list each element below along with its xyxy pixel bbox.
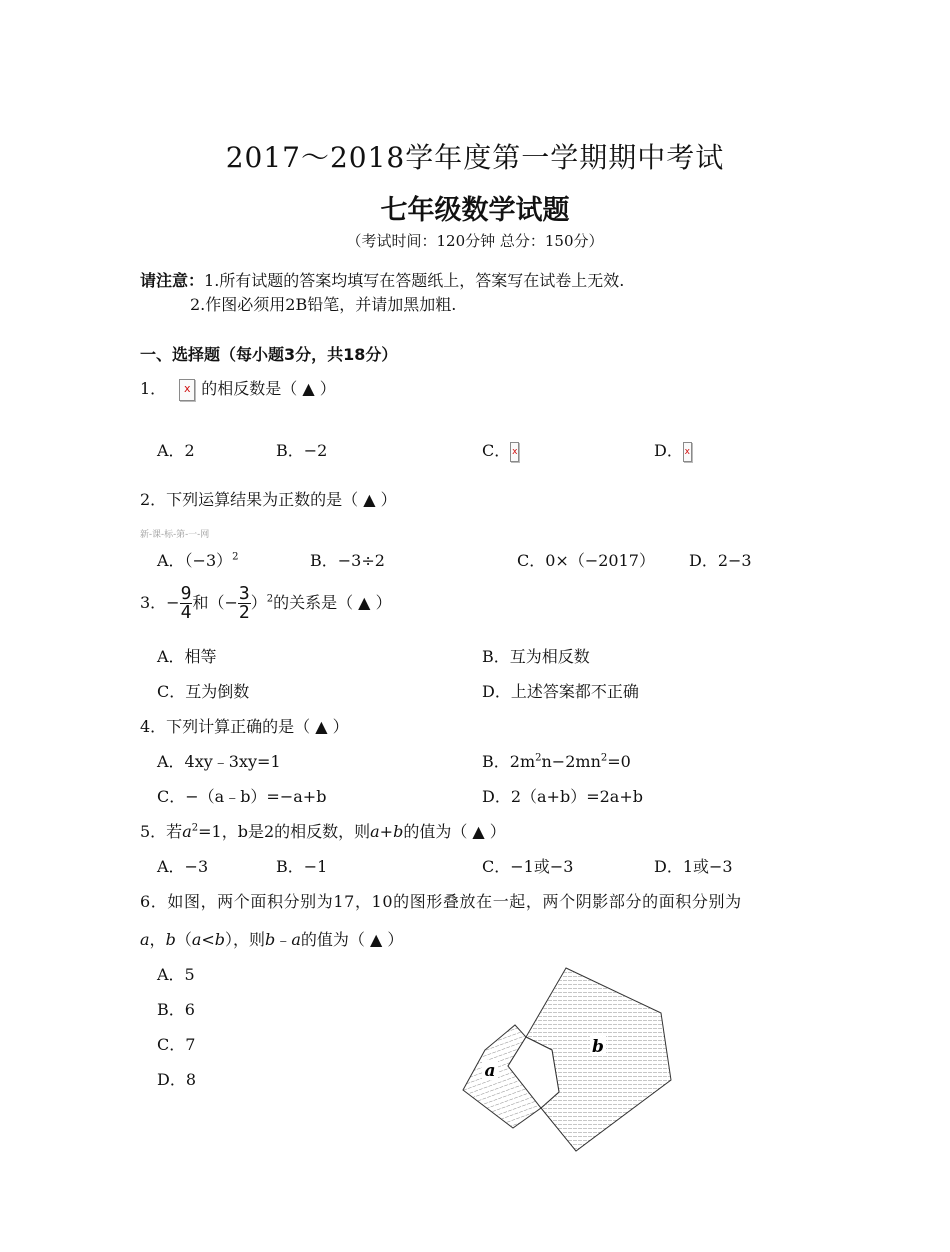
q6-option-b: B．6 [157,1000,195,1019]
q2-option-a-exponent: 2 [232,551,239,563]
q4-option-c: C．−（a﹣b）=−a+b [157,787,327,806]
q2-option-c: C．0×（−2017） [517,551,655,570]
q5-option-c: C．−1或−3 [482,857,574,876]
q6-var-b: b [165,930,176,949]
q1-option-d [654,438,692,462]
question-4-stem: 4．下列计算正确的是（ ▲ ） [140,717,349,736]
q3-option-c: C．互为倒数 [157,682,250,701]
q3-exponent: 2 [266,593,274,605]
q6-var-b: b [265,930,276,949]
q5-var-a: a [182,822,192,841]
fraction-numerator: 3 [238,583,250,604]
notice-item-2: 2.作图必须用2B铅笔，并请加黑加粗. [190,295,457,314]
notice-line-1 [140,268,624,291]
figure-label-b: b [592,1037,604,1057]
q3-mid: 和（− [192,593,238,612]
fraction-denominator: 2 [238,602,250,623]
q1-option-a: A．2 [157,441,195,460]
exam-title: 2017～2018学年度第一学期期中考试 [225,141,725,174]
fraction-numerator: 9 [180,583,192,604]
section-heading: 一、选择题（每小题3分，共18分） [140,345,398,364]
q2-option-b: B．−3÷2 [310,551,385,570]
q6-var-a: a [191,930,202,949]
q6-minus: ﹣ [275,930,292,949]
question-3-stem [140,585,392,622]
notice-label: 请注意： [140,271,205,290]
question-5-stem [140,819,506,842]
q1-option-b: B．−2 [276,441,328,460]
q6-var-b: b [214,930,226,949]
question-2-stem: 2．下列运算结果为正数的是（ ▲ ） [140,490,397,509]
broken-image-icon: x [179,379,195,401]
q6-less-than: < [201,930,215,949]
q6-paren-open: （ [175,930,192,949]
q1-option-c-label: C． [482,441,511,460]
q1-stem: 的相反数是（ ▲ ） [201,379,336,398]
q5-option-a: A．−3 [157,857,209,876]
fraction-3-2 [238,585,251,622]
figure-label-a: a [484,1061,496,1081]
question-6-line-2 [140,927,403,950]
q1-number: 1． [140,379,167,398]
fraction-denominator: 4 [180,602,192,623]
q5-option-b: B．−1 [276,857,328,876]
exam-subtitle: 七年级数学试题 [380,195,570,226]
q4-b-part-3: =0 [607,752,631,771]
q3-close-paren: ） [250,593,267,612]
q6-option-a: A．5 [157,965,195,984]
q1-option-d-label: D． [654,441,683,460]
question-1 [140,376,336,401]
q4-b-part-1: B．2m [482,752,536,771]
q4-b-exponent-2: 2 [600,752,608,764]
q3-suffix: 的关系是（ ▲ ） [273,593,392,612]
notice-item-1: 1.所有试题的答案均填写在答题纸上，答案写在试卷上无效. [204,271,625,290]
q6-var-a: a [140,930,150,949]
q3-option-a: A．相等 [157,647,217,666]
q6-paren-close: ），则 [225,930,266,949]
question-6-line-1: 6．如图，两个面积分别为17，10的图形叠放在一起，两个阴影部分的面积分别为 [140,892,742,911]
q5-post: 的值为（ ▲ ） [403,822,506,841]
q4-b-exponent-1: 2 [535,752,542,764]
exam-time-info: （考试时间：120分钟 总分：150分） [346,232,604,250]
q6-sep: ， [149,930,166,949]
q6-var-a: a [291,930,301,949]
q3-prefix: 3．− [140,593,180,612]
q3-option-d: D．上述答案都不正确 [482,682,639,701]
q2-option-d: D．2−3 [689,551,752,570]
q5-option-d: D．1或−3 [654,857,733,876]
q2-option-a [157,548,239,571]
q6-overlapping-pentagons-figure [455,960,680,1160]
q5-mid: =1，b是2的相反数，则 [198,822,371,841]
q4-option-d: D．2（a+b）=2a+b [482,787,643,806]
fraction-9-4 [180,585,193,622]
q5-exponent: 2 [191,822,199,834]
q2-option-a-text: A．（−3） [157,551,233,570]
q1-option-c [482,438,519,462]
q4-option-b [482,749,631,772]
q3-option-b: B．互为相反数 [482,647,590,666]
broken-image-icon: x [510,442,519,462]
q5-expression: a+b [370,822,404,841]
q5-pre: 5．若 [140,822,183,841]
q6-end: 的值为（ ▲ ） [300,930,404,949]
q6-option-d: D．8 [157,1070,197,1089]
q4-b-part-2: n−2mn [541,752,601,771]
watermark-text: 新-课-标-第-一-网 [140,530,210,540]
broken-image-icon: x [683,442,692,462]
q4-option-a: A．4xy﹣3xy=1 [157,752,281,771]
q6-option-c: C．7 [157,1035,196,1054]
